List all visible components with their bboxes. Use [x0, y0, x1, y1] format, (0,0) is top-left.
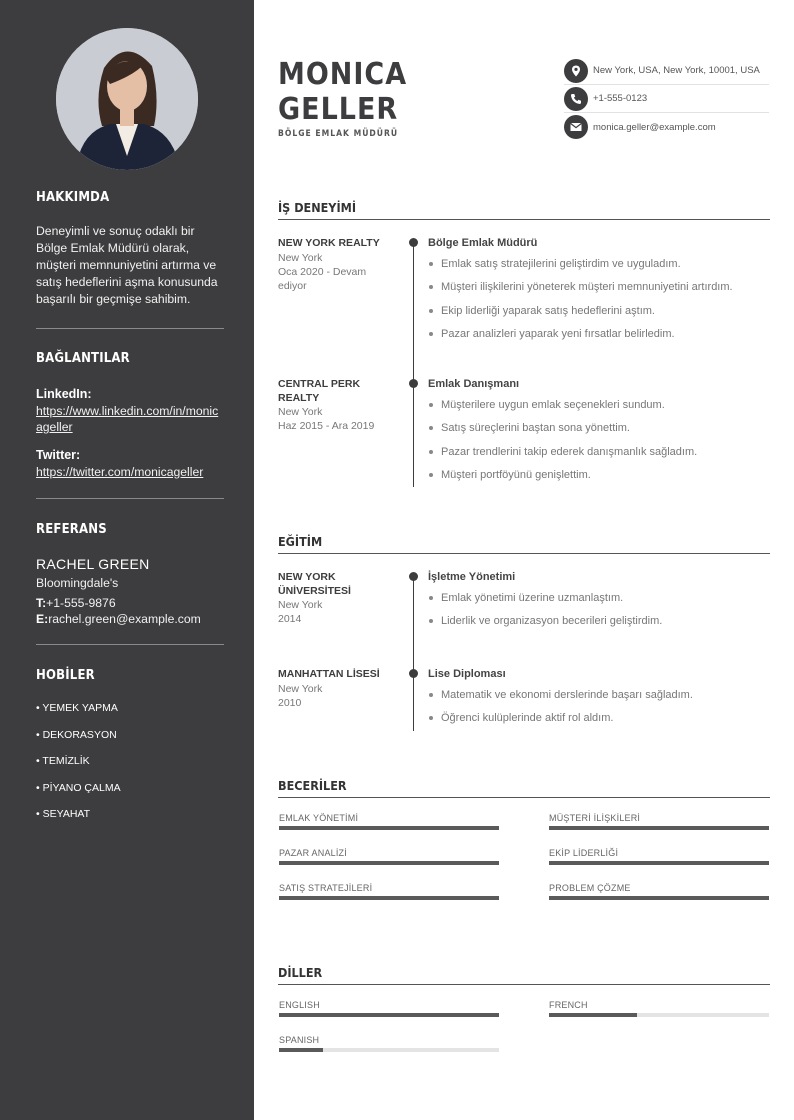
hobbies-list [36, 702, 224, 835]
skills-title: BECERİLER [278, 778, 347, 793]
bullet-item: Matematik ve ekonomi derslerinde başarı sağladım. [428, 689, 770, 712]
language-item [279, 1000, 499, 1017]
hobby-item: • TEMİZLİK [36, 755, 90, 767]
linkedin-link[interactable]: https://www.linkedin.com/in/monicageller [36, 404, 219, 434]
education-entry-left [278, 571, 393, 626]
divider [36, 644, 224, 645]
experience-entry-right [428, 378, 770, 492]
twitter-label: Twitter: [36, 448, 81, 462]
name-last: GELLER [278, 92, 399, 127]
skill-bar-fill [279, 896, 499, 900]
hobby-item: • YEMEK YAPMA [36, 702, 118, 714]
portrait-image [56, 28, 198, 170]
reference-email: rachel.green@example.com [48, 612, 201, 626]
skill-bar-fill [549, 896, 769, 900]
experience-entry-left [278, 237, 393, 293]
timeline-dot [409, 669, 418, 678]
employer: NEW YORK REALTY [278, 237, 380, 249]
skill-bar-fill [279, 861, 499, 865]
language-bar [279, 1013, 499, 1017]
skill-bar-fill [279, 826, 499, 830]
skill-bar-fill [549, 861, 769, 865]
section-divider [278, 984, 770, 985]
skill-item [549, 813, 769, 830]
bullet-item: Emlak yönetimi üzerine uzmanlaştım. [428, 592, 770, 615]
job-dates: Oca 2020 - Devam ediyor [278, 265, 367, 292]
hobby-item: • SEYAHAT [36, 808, 91, 820]
bullet-item: Müşteri ilişkilerini yöneterek müşteri memnuniyetini artırdım. [428, 281, 770, 304]
bullet-item: Öğrenci kulüplerinde aktif rol aldım. [428, 712, 770, 735]
degree-title: İşletme Yönetimi [428, 571, 516, 583]
reference-block [36, 556, 224, 627]
skill-bar [549, 826, 769, 830]
contact-address-row [564, 57, 769, 85]
skill-bar [549, 861, 769, 865]
education-entry-left [278, 668, 393, 710]
name-first: MONICA [278, 57, 408, 92]
section-divider [278, 797, 770, 798]
skill-label: PROBLEM ÇÖZME [549, 883, 631, 893]
reference-title: REFERANS [36, 522, 107, 537]
skill-item [279, 813, 499, 830]
skill-label: PAZAR ANALİZİ [279, 848, 347, 858]
skill-bar-fill [549, 826, 769, 830]
twitter-block [36, 448, 224, 480]
contact-phone-row [564, 85, 769, 113]
section-divider [278, 553, 770, 554]
degree-title: Lise Diploması [428, 668, 506, 680]
contact-email: monica.geller@example.com [593, 121, 716, 133]
reference-email-label: E: [36, 612, 49, 626]
skill-item [549, 883, 769, 900]
linkedin-block [36, 387, 224, 435]
reference-name: RACHEL GREEN [36, 556, 150, 572]
linkedin-label: LinkedIn: [36, 387, 92, 401]
timeline-dot [409, 379, 418, 388]
bullet-item: Pazar analizleri yaparak yeni fırsatlar belirledim. [428, 328, 770, 351]
school: MANHATTAN LİSESİ [278, 668, 380, 680]
phone-icon [564, 87, 588, 111]
school: NEW YORK ÜNİVERSİTESİ [278, 571, 351, 597]
skill-label: EMLAK YÖNETİMİ [279, 813, 359, 823]
contact-email-row [564, 113, 769, 141]
skill-bar [279, 896, 499, 900]
experience-entry-right [428, 237, 770, 351]
language-item [279, 1035, 499, 1052]
experience-timeline [413, 242, 414, 487]
skill-label: EKİP LİDERLİĞİ [549, 848, 619, 858]
bullet-item: Pazar trendlerini takip ederek danışmanlık sağladım. [428, 446, 770, 469]
reference-email-line [36, 611, 224, 627]
about-text: Deneyimli ve sonuç odaklı bir Bölge Emlak Müdürü olarak, müşteri memnuniyetini artırma ve satış hedeflerini aşma konusunda başarılı bir geçmişe sahibim. [36, 224, 218, 306]
language-item [549, 1000, 769, 1017]
skill-item [549, 848, 769, 865]
bullet-item: Emlak satış stratejilerini geliştirdim ve uyguladım. [428, 258, 770, 281]
hobby-item: • DEKORASYON [36, 728, 117, 741]
skill-item [279, 848, 499, 865]
contact-address: New York, USA, New York, 10001, USA [593, 65, 760, 76]
bullet-item: Müşteri portföyünü genişlettim. [428, 469, 770, 492]
languages-title: DİLLER [278, 965, 323, 980]
skill-label: SATIŞ STRATEJİLERİ [279, 883, 373, 893]
skill-bar [549, 896, 769, 900]
sidebar [0, 0, 254, 1120]
reference-phone-line [36, 595, 224, 611]
job-bullets [428, 258, 770, 351]
language-bar [279, 1048, 499, 1052]
job-bullets [428, 399, 770, 492]
employer: CENTRAL PERK REALTY [278, 378, 361, 404]
links-title: BAĞLANTILAR [36, 351, 130, 366]
education-timeline [413, 576, 414, 731]
language-label: SPANISH [279, 1035, 320, 1045]
degree-bullets [428, 689, 770, 736]
timeline-dot [409, 238, 418, 247]
candidate-name [278, 57, 407, 127]
job-title: Bölge Emlak Müdürü [428, 237, 538, 249]
language-label: FRENCH [549, 1000, 588, 1010]
language-label: ENGLISH [279, 1000, 320, 1010]
school-location: New York [278, 682, 323, 695]
profile-photo [56, 28, 198, 170]
experience-entry-left [278, 378, 393, 433]
education-entry-right [428, 668, 770, 736]
bullet-item: Müşterilere uygun emlak seçenekleri sundum. [428, 399, 770, 422]
about-title: HAKKIMDA [36, 190, 110, 205]
reference-phone-label: T: [36, 596, 47, 610]
job-title: Emlak Danışmanı [428, 378, 520, 390]
divider [36, 328, 224, 329]
reference-company: Bloomingdale's [36, 576, 119, 590]
school-location: New York [278, 599, 323, 611]
language-bar [549, 1013, 769, 1017]
contact-phone: +1-555-0123 [593, 93, 648, 104]
email-icon [564, 115, 588, 139]
language-bar-fill [279, 1048, 323, 1052]
skill-bar [279, 826, 499, 830]
hobbies-title: HOBİLER [36, 668, 95, 683]
job-dates: Haz 2015 - Ara 2019 [278, 420, 375, 432]
reference-phone: +1-555-9876 [46, 596, 116, 610]
timeline-dot [409, 572, 418, 581]
degree-bullets [428, 592, 770, 639]
section-divider [278, 219, 770, 220]
bullet-item: Liderlik ve organizasyon becerileri geliştirdim. [428, 615, 770, 638]
language-bar-fill [549, 1013, 637, 1017]
bullet-item: Satış süreçlerini baştan sona yönettim. [428, 422, 770, 445]
education-entry-right [428, 571, 770, 639]
language-bar-fill [279, 1013, 499, 1017]
skill-bar [279, 861, 499, 865]
school-dates: 2010 [278, 696, 302, 709]
hobby-item: • PİYANO ÇALMA [36, 781, 121, 794]
twitter-link[interactable]: https://twitter.com/monicageller [36, 465, 204, 479]
bullet-item: Ekip liderliği yaparak satış hedeflerini aştım. [428, 305, 770, 328]
job-location: New York [278, 406, 323, 418]
candidate-role: BÖLGE EMLAK MÜDÜRÜ [278, 129, 399, 139]
job-location: New York [278, 251, 323, 264]
experience-title: İŞ DENEYİMİ [278, 200, 357, 215]
divider [36, 498, 224, 499]
location-pin-icon [564, 59, 588, 83]
skill-item [279, 883, 499, 900]
skill-label: MÜŞTERİ İLİŞKİLERİ [549, 813, 641, 823]
school-dates: 2014 [278, 613, 302, 625]
education-title: EĞİTİM [278, 534, 323, 549]
